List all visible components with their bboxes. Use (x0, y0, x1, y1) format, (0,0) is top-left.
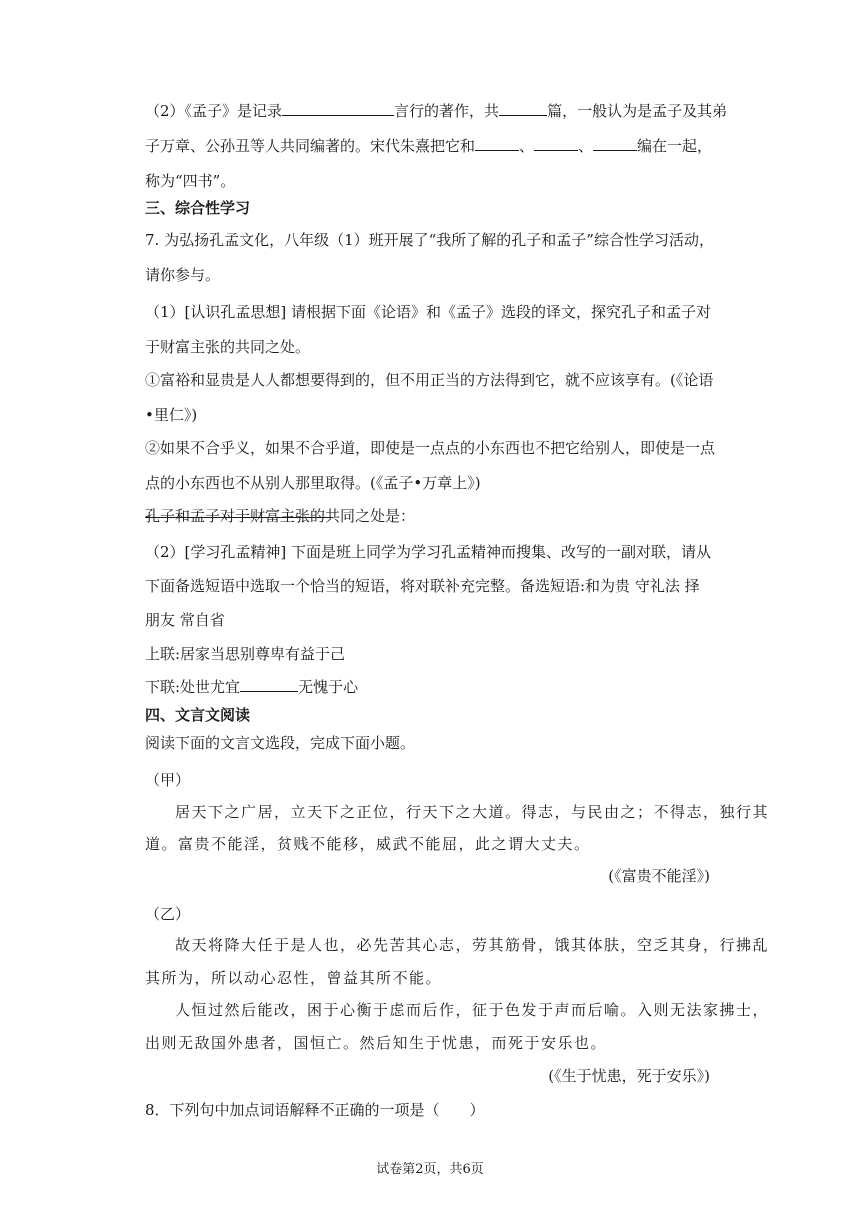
section4-intro: 阅读下面的文言文选段，完成下面小题。 (145, 734, 416, 752)
quote1-line1: ①富裕和显贵是人人都想要得到的，但不用正当的方法得到它，就不应该享有。(《论语 (145, 371, 714, 389)
q6-2-text-e: 编在一起， (637, 137, 713, 155)
q7-part2-line2: 下面备选短语中选取一个恰当的短语，将对联补充完整。备选短语:和为贵 守礼法 择 (145, 577, 700, 595)
blank-field[interactable] (534, 136, 578, 151)
q6-2-text-a: （2）《孟子》是记录 (145, 102, 283, 120)
q6-2-text-b: 言行的著作，共 (394, 102, 500, 120)
passage-b-line2: 其所为，所以动心忍性，曾益其所不能。 (145, 969, 443, 987)
q7-part1-line2: 于财富主张的共同之处。 (145, 338, 311, 356)
q6-2-line1 (145, 101, 727, 121)
couplet-upper: 上联:居家当思别尊卑有益于己 (145, 645, 346, 663)
page-footer: 试卷第2页，共6页 (376, 1162, 484, 1177)
quote2-line1: ②如果不合乎义，如果不合乎道，即使是一点点的小东西也不把它给别人，即使是一点 (145, 439, 716, 457)
passage-a-source: (《富贵不能淫》) (608, 867, 710, 885)
q8-stem: 8．下列句中加点词语解释不正确的一项是（ ） (145, 1101, 485, 1119)
separator: 、 (519, 137, 535, 155)
q7-stem-line1: 7. 为弘扬孔孟文化，八年级（1）班开展了“我所了解的孔子和孟子”综合性学习活动， (145, 231, 714, 249)
blank-field[interactable] (593, 136, 637, 151)
passage-b-line4: 出则无敌国外患者，国恒亡。然后知生于忧患，而死于安乐也。 (145, 1034, 608, 1052)
section-heading: 三、综合性学习 (145, 199, 251, 217)
q6-2-line3: 称为“四书”。 (145, 172, 236, 190)
passage-a-label: （甲） (145, 771, 191, 789)
q7-part2-line3: 朋友 常自省 (145, 611, 225, 629)
blank-field[interactable] (499, 101, 547, 116)
q6-2-text-c: 篇，一般认为是孟子及其弟 (547, 102, 728, 120)
q7-part2-line1: （2）[学习孔孟精神] 下面是班上同学为学习孔孟精神而搜集、改写的一副对联，请从 (145, 543, 712, 561)
q7-part1-line1: （1）[认识孔孟思想] 请根据下面《论语》和《孟子》选段的译文，探究孔子和孟子对 (145, 303, 712, 321)
passage-b-line3: 人恒过然后能改，困于心衡于虑而后作，征于色发于声而后喻。入则无法家拂士， (175, 1001, 770, 1019)
couplet-lower-text-b: 无愧于心 (298, 678, 359, 696)
passage-b-source: (《生于忧患，死于安乐》) (548, 1067, 710, 1085)
quote1-line2: •里仁》) (145, 406, 198, 424)
quote2-line2: 点的小东西也不从别人那里取得。(《孟子•万章上》) (145, 474, 481, 492)
q7-stem-line2: 请你参与。 (145, 266, 221, 284)
blank-field[interactable] (282, 101, 394, 116)
q6-2-text-d: 子万章、公孙丑等人共同编著的。宋代朱熹把它和 (145, 137, 476, 155)
section-heading: 四、文言文阅读 (145, 706, 251, 724)
passage-b-line1: 故天将降大任于是人也，必先苦其心志，劳其筋骨，饿其体肤，空乏其身，行拂乱 (175, 936, 770, 954)
separator: 、 (578, 137, 594, 155)
blank-field[interactable] (240, 677, 298, 692)
couplet-lower-text-a: 下联:处世尤宜 (145, 678, 241, 696)
blank-field[interactable] (475, 136, 519, 151)
answer-prompt: 孔子和孟子对于财富主张的共同之处是： (145, 507, 416, 525)
couplet-lower (145, 677, 358, 697)
passage-b-label: （乙） (145, 905, 191, 923)
passage-a-line2: 道。富贵不能淫，贫贱不能移，威武不能屈，此之谓大丈夫。 (145, 835, 591, 853)
q6-2-line2 (145, 136, 712, 156)
answer-blank-line[interactable] (145, 517, 333, 518)
passage-a-line1: 居天下之广居，立天下之正位，行天下之大道。得志，与民由之；不得志，独行其 (175, 803, 770, 821)
